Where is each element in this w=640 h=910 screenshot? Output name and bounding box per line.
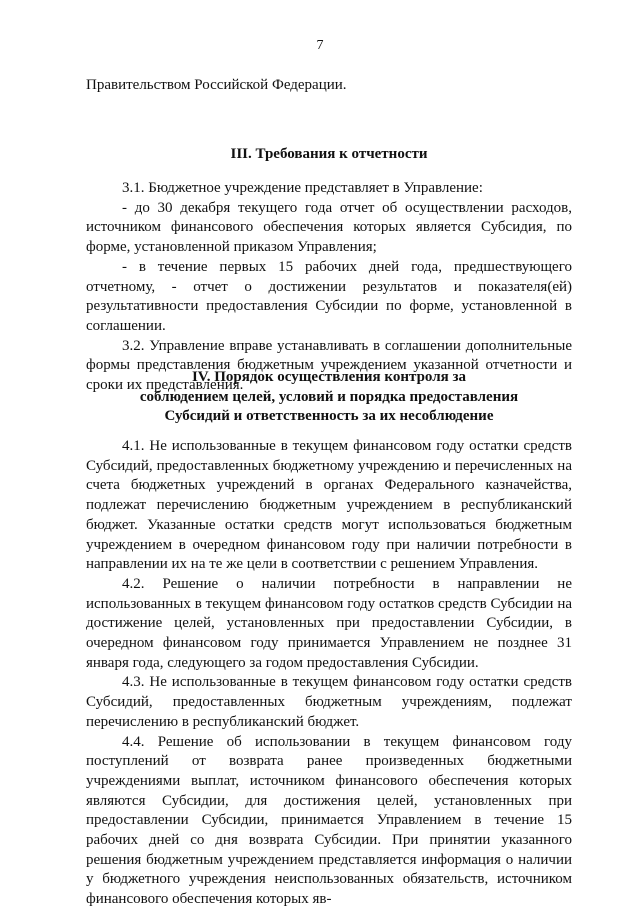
section-3-body xyxy=(86,179,572,396)
paragraph-3-1-item-2: - в течение первых 15 рабочих дней года, предшествующего отчетному, - отчет о достижении результатов и показателя(ей) результативности предоставления Субсидии по форме, установленной в соглашении. xyxy=(86,258,572,334)
intro-text: Правительством Российской Федерации. xyxy=(86,77,347,93)
paragraph-4-1: 4.1. Не использованные в текущем финансовом году остатки средств Субсидий, предоставленных бюджетному учреждению и перечисленных на счета бюджетных учреждений в органах Федерального казначейства, подлежат перечислению бюджетным учреждением в республиканский бюджет. Указанные остатки средств могут использоваться бюджетным учреждением в очередном финансовом году при наличии потребности в направлении их на те же цели в соответствии с решением Управления. xyxy=(86,438,572,573)
paragraph-3-1: 3.1. Бюджетное учреждение представляет в Управление: xyxy=(122,180,483,196)
section-4-title-line-1: IV. Порядок осуществления контроля за xyxy=(191,369,467,385)
paragraph-4-3: 4.3. Не использованные в текущем финансовом году остатки средств Субсидий, предоставленных бюджетным учреждениям, подлежат перечислению в республиканский бюджет. xyxy=(86,674,572,730)
page-number: 7 xyxy=(316,38,324,53)
paragraph-4-4: 4.4. Решение об использовании в текущем финансовом году поступлений от возврата ранее произведенных бюджетными учреждениями выплат, источником финансового обеспечения которых являются Субсидии, для достижения целей, установленных при предоставлении Субсидии, принимается Управлением в течение 15 рабочих дней со дня возврата Субсидии. При принятии указанного решения бюджетным учреждением представляется информация о наличии у бюджетного учреждения неиспользованных обязательств, источником финансового обеспечения которых яв- xyxy=(86,733,572,908)
intro-block xyxy=(86,76,572,96)
paragraph-4-2: 4.2. Решение о наличии потребности в направлении не использованных в текущем финансовом году остатков средств Субсидии на достижение целей, установленных при предоставлении Субсидии, в очередном финансовом году принимается Управлением не позднее 31 января года, следующего за годом предоставления Субсидии. xyxy=(86,575,572,671)
section-3-title-block xyxy=(86,145,572,165)
paragraph-3-2: 3.2. Управление вправе устанавливать в соглашении дополнительные формы представления бюджетным учреждением указанной отчетности и сроки их представления. xyxy=(86,337,572,394)
section-4-title-line-3: Субсидий и ответственность за их несоблюдение xyxy=(164,408,494,425)
paragraph-3-1-item-1: - до 30 декабря текущего года отчет об осуществлении расходов, источником финансового обеспечения которых является Субсидия, по форме, установленной приказом Управления; xyxy=(86,199,572,256)
section-4-title-block xyxy=(86,368,572,427)
section-4-title-line-2: соблюдением целей, условий и порядка предоставления xyxy=(139,388,519,405)
section-3-title: III. Требования к отчетности xyxy=(230,146,428,162)
section-4-body xyxy=(86,437,572,910)
